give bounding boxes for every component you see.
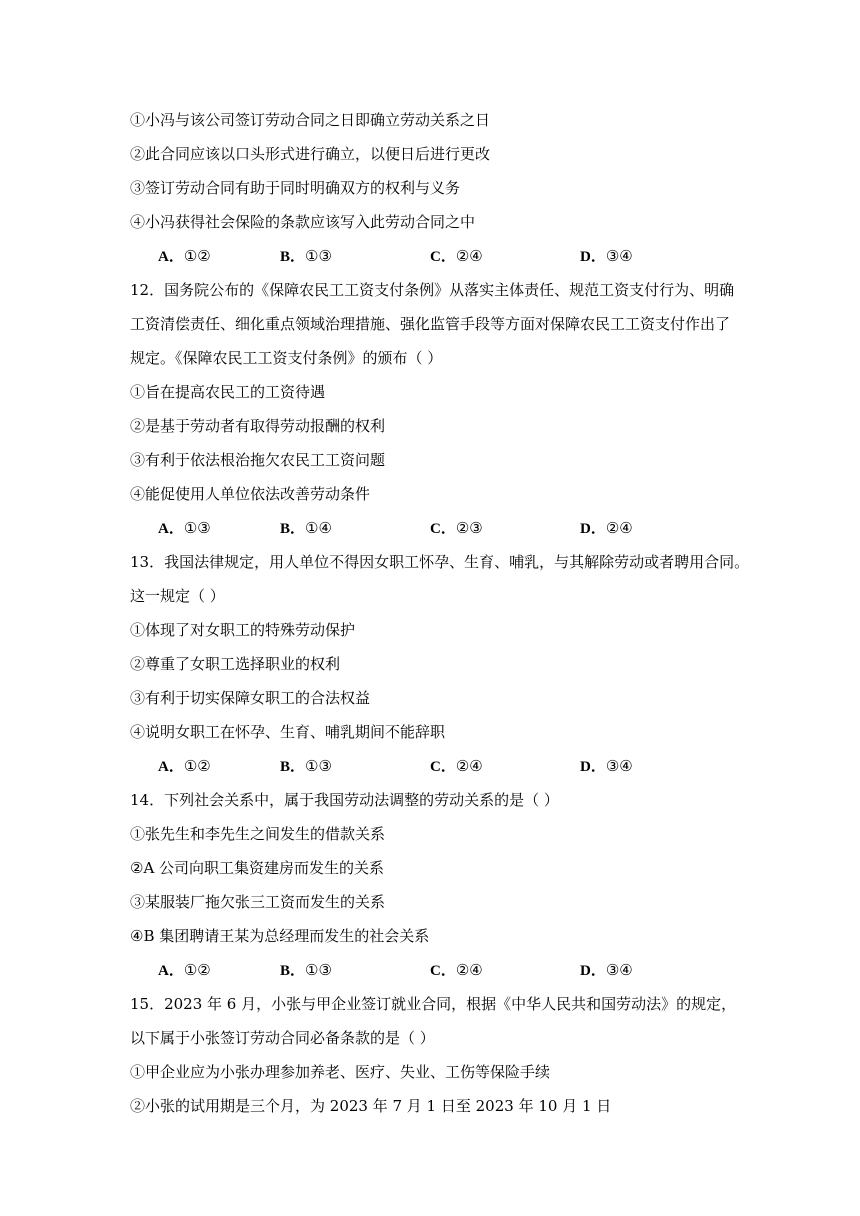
q12-option-d: D．②④ — [580, 519, 633, 537]
q14-statement-3: ③某服装厂拖欠张三工资而发生的关系 — [130, 893, 386, 911]
q13-statement-2: ②尊重了女职工选择职业的权利 — [130, 655, 341, 673]
q14-option-a: A．①② — [158, 961, 211, 979]
q11-option-c: C．②④ — [430, 247, 483, 265]
q13-statement-4: ④说明女职工在怀孕、生育、哺乳期间不能辞职 — [130, 723, 446, 741]
q12-statement-1: ①旨在提高农民工的工资待遇 — [130, 383, 326, 401]
q15-statement-1: ①甲企业应为小张办理参加养老、医疗、失业、工伤等保险手续 — [130, 1063, 551, 1081]
q13-stem-line-2: 这一规定（ ） — [130, 587, 225, 605]
q14-option-c: C．②④ — [430, 961, 483, 979]
q12-statement-4: ④能促使用人单位依法改善劳动条件 — [130, 485, 371, 503]
q11-option-b: B．①③ — [280, 247, 332, 265]
q13-option-a: A．①② — [158, 757, 211, 775]
q12-stem-line-3: 规定。《保障农民工工资支付条例》的颁布（ ） — [130, 349, 443, 367]
q15-stem-line-1: 15．2023 年 6 月，小张与甲企业签订就业合同，根据《中华人民共和国劳动法》的规定， — [130, 995, 737, 1013]
q14-stem-line-1: 14．下列社会关系中，属于我国劳动法调整的劳动关系的是（ ） — [130, 791, 559, 809]
q13-stem-line-1: 13．我国法律规定，用人单位不得因女职工怀孕、生育、哺乳，与其解除劳动或者聘用合同。 — [130, 553, 750, 571]
q12-option-c: C．②③ — [430, 519, 483, 537]
q14-statement-1: ①张先生和李先生之间发生的借款关系 — [130, 825, 386, 843]
q12-statement-3: ③有利于依法根治拖欠农民工工资问题 — [130, 451, 386, 469]
q15-stem-line-2: 以下属于小张签订劳动合同必备条款的是（ ） — [130, 1029, 435, 1047]
q12-stem-line-2: 工资清偿责任、细化重点领域治理措施、强化监管手段等方面对保障农民工工资支付作出了 — [130, 315, 731, 333]
q13-option-d: D．③④ — [580, 757, 633, 775]
q12-option-a: A．①③ — [158, 519, 211, 537]
q11-statement-3: ③签订劳动合同有助于同时明确双方的权利与义务 — [130, 179, 461, 197]
q11-option-a: A．①② — [158, 247, 211, 265]
q11-option-d: D．③④ — [580, 247, 633, 265]
q11-statement-1: ①小冯与该公司签订劳动合同之日即确立劳动关系之日 — [130, 111, 491, 129]
q14-statement-2: ②A 公司向职工集资建房而发生的关系 — [130, 859, 385, 877]
q13-option-b: B．①③ — [280, 757, 332, 775]
q13-statement-1: ①体现了对女职工的特殊劳动保护 — [130, 621, 356, 639]
q12-stem-line-1: 12．国务院公布的《保障农民工工资支付条例》从落实主体责任、规范工资支付行为、明确 — [130, 281, 735, 299]
q12-statement-2: ②是基于劳动者有取得劳动报酬的权利 — [130, 417, 386, 435]
q11-statement-4: ④小冯获得社会保险的条款应该写入此劳动合同之中 — [130, 213, 476, 231]
q14-option-d: D．③④ — [580, 961, 633, 979]
q15-statement-2: ②小张的试用期是三个月，为 2023 年 7 月 1 日至 2023 年 10 月 1 日 — [130, 1097, 612, 1115]
q13-statement-3: ③有利于切实保障女职工的合法权益 — [130, 689, 371, 707]
q12-option-b: B．①④ — [280, 519, 332, 537]
q14-statement-4: ④B 集团聘请王某为总经理而发生的社会关系 — [130, 927, 430, 945]
q14-option-b: B．①③ — [280, 961, 332, 979]
q11-statement-2: ②此合同应该以口头形式进行确立，以便日后进行更改 — [130, 145, 491, 163]
q13-option-c: C．②④ — [430, 757, 483, 775]
